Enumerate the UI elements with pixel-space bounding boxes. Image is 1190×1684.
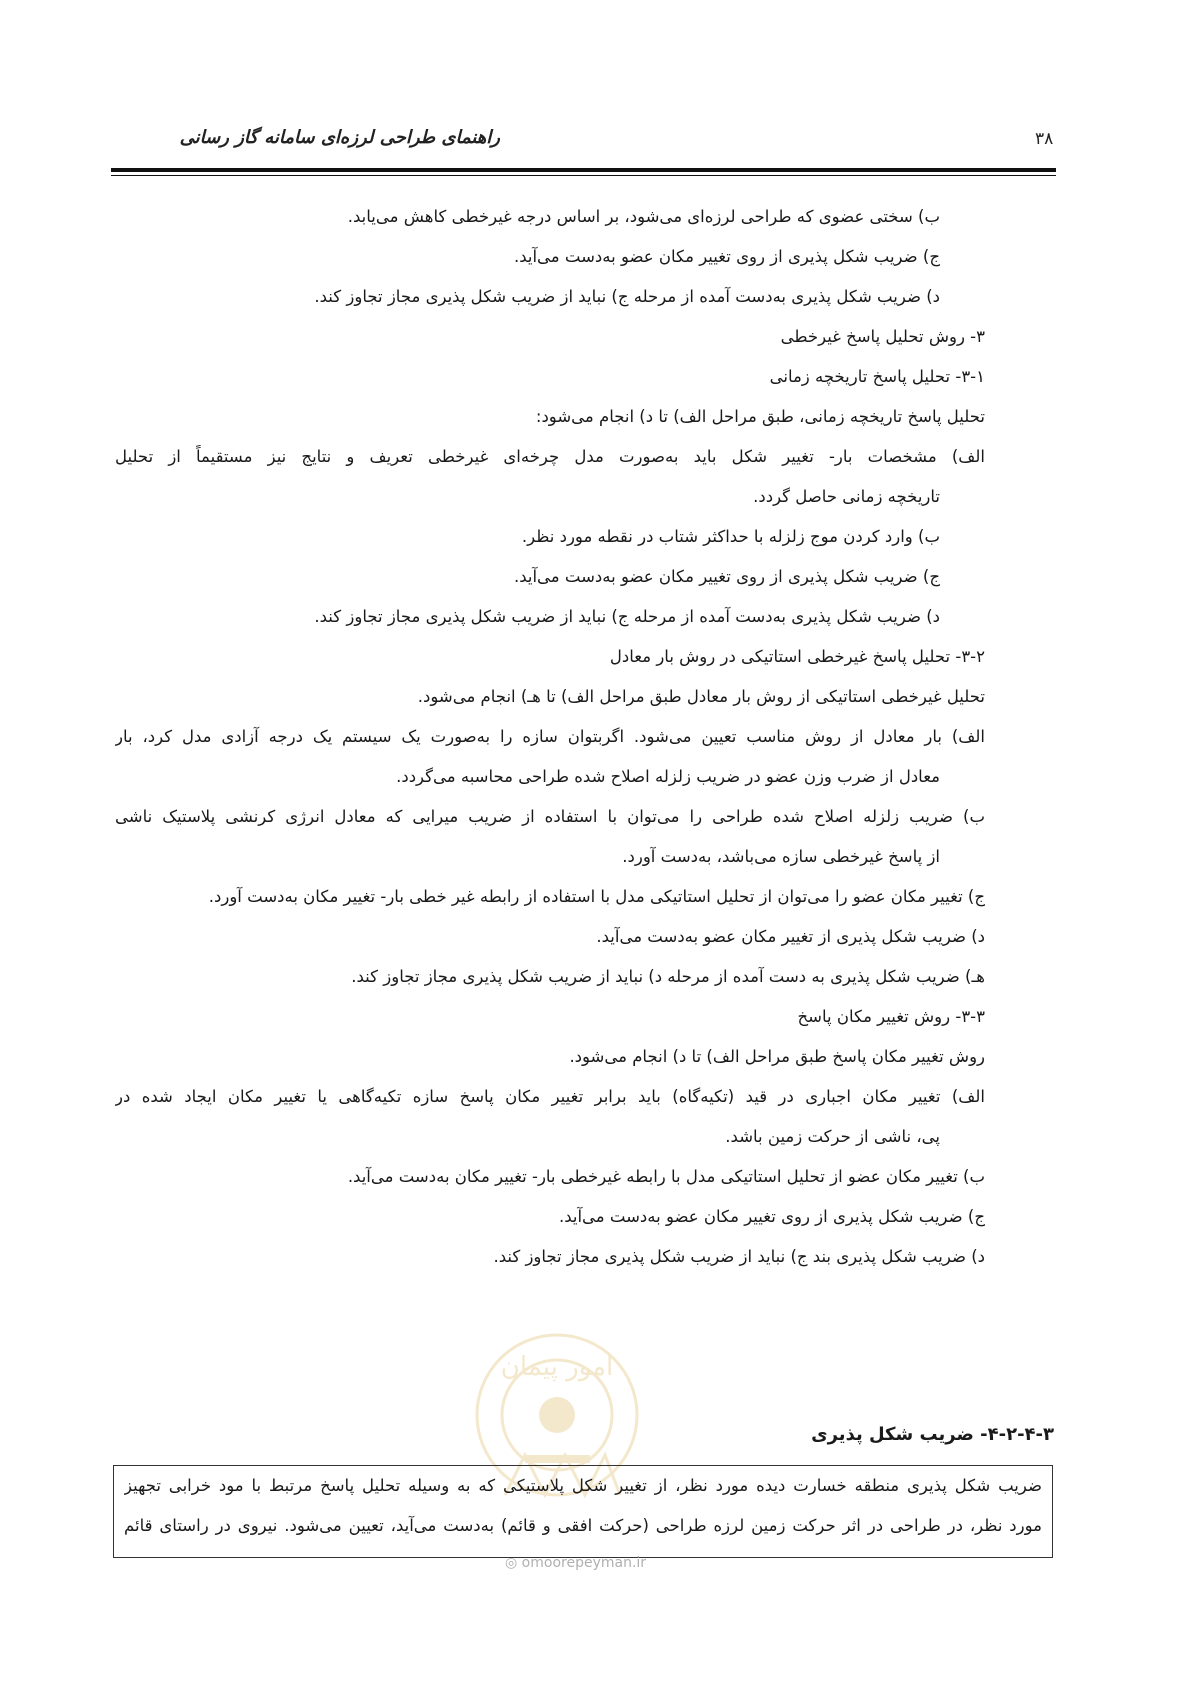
text-line: ج) ضریب شکل پذیری از روی تغییر مکان عضو به‌دست می‌آید. [513,567,940,586]
text-line: د) ضریب شکل پذیری بند ج) نباید از ضریب شکل پذیری مجاز تجاوز کند. [493,1247,985,1266]
header-rule-thick [111,168,1056,172]
text-line: از پاسخ غیرخطی سازه می‌باشد، به‌دست آورد. [622,847,940,866]
text-line: پی، ناشی از حرکت زمین باشد. [725,1127,940,1146]
header-title: راهنمای طراحی لرزه‌ای سامانه گاز رسانی [179,127,500,148]
text-line: د) ضریب شکل پذیری به‌دست آمده از مرحله ج) نباید از ضریب شکل پذیری مجاز تجاوز کند. [314,607,940,626]
text-line: تاریخچه زمانی حاصل گردد. [753,487,940,506]
text-line: ب) تغییر مکان عضو از تحلیل استاتیکی مدل با رابطه غیرخطی بار- تغییر مکان به‌دست می‌آید. [347,1167,985,1186]
text-line: د) ضریب شکل پذیری به‌دست آمده از مرحله ج) نباید از ضریب شکل پذیری مجاز تجاوز کند. [314,287,940,306]
text-line: روش تغییر مکان پاسخ طبق مراحل الف) تا د) انجام می‌شود. [569,1047,985,1066]
watermark-url [505,1555,646,1571]
text-line: تحلیل غیرخطی استاتیکی از روش بار معادل طبق مراحل الف) تا هـ) انجام می‌شود. [417,687,985,706]
text-line: د) ضریب شکل پذیری از تغییر مکان عضو به‌دست می‌آید. [596,927,985,946]
text-line: ج) ضریب شکل پذیری از روی تغییر مکان عضو به‌دست می‌آید. [513,247,940,266]
header-rule-thin [111,175,1056,176]
subheading: ۳- روش تحلیل پاسخ غیرخطی [780,327,985,346]
text-line: الف) مشخصات بار- تغییر شکل باید به‌صورت مدل چرخه‌ای غیرخطی تعریف و نتایج نیز مستقیماً از تحلیل [115,447,985,466]
boxed-paragraph [113,1465,1053,1558]
section-heading: ۴-۲-۴-۳- ضریب شکل پذیری [811,1424,1054,1445]
text-line: ب) وارد کردن موج زلزله با حداکثر شتاب در نقطه مورد نظر. [521,527,940,546]
subheading: ۳-۱- تحلیل پاسخ تاریخچه زمانی [769,367,985,386]
text-line: ب) ضریب زلزله اصلاح شده طراحی را می‌توان با استفاده از ضریب میرایی که معادل انرژی کرنشی پلاستیک ناشی [115,807,985,826]
text-line: هـ) ضریب شکل پذیری به دست آمده از مرحله د) نباید از ضریب شکل پذیری مجاز تجاوز کند. [351,967,985,986]
box-line: مورد نظر، در طراحی در اثر حرکت زمین لرزه طراحی (حرکت افقی و قائم) به‌دست می‌آید، تعیین می‌شود. نیروی در راستای قائم [124,1516,1042,1535]
globe-icon: ◎ [505,1555,518,1571]
subheading: ۳-۳- روش تغییر مکان پاسخ [797,1007,985,1026]
text-line: معادل از ضرب وزن عضو در ضریب زلزله اصلاح شده طراحی محاسبه می‌گردد. [396,767,940,786]
text-line: ج) تغییر مکان عضو را می‌توان از تحلیل استاتیکی مدل با استفاده از رابطه غیر خطی بار- تغییر مکان به‌دست آورد. [208,887,985,906]
watermark-url-text: omoorepeyman.ir [521,1555,647,1571]
text-line: الف) بار معادل از روش مناسب تعیین می‌شود. اگربتوان سازه را به‌صورت یک سیستم یک درجه آزادی مدل کرد، بار [115,727,985,746]
watermark-emblem-text: امور پیمان [500,1352,614,1382]
subheading: ۳-۲- تحلیل پاسخ غیرخطی استاتیکی در روش بار معادل [609,647,985,666]
text-line: الف) تغییر مکان اجباری در قید (تکیه‌گاه) باید برابر تغییر مکان پاسخ سازه تکیه‌گاهی یا تغییر مکان ایجاد شده در [115,1087,985,1106]
page-number: ۳۸ [1035,129,1054,149]
text-line: ج) ضریب شکل پذیری از روی تغییر مکان عضو به‌دست می‌آید. [558,1207,985,1226]
text-line: ب) سختی عضوی که طراحی لرزه‌ای می‌شود، بر اساس درجه غیرخطی کاهش می‌یابد. [347,207,940,226]
box-line: ضریب شکل پذیری منطقه خسارت دیده مورد نظر، از تغییر شکل پلاستیکی که به وسیله تحلیل پاسخ مرتبط با مود خرابی تجهیز [124,1476,1042,1495]
text-line: تحلیل پاسخ تاریخچه زمانی، طبق مراحل الف) تا د) انجام می‌شود: [535,407,985,426]
